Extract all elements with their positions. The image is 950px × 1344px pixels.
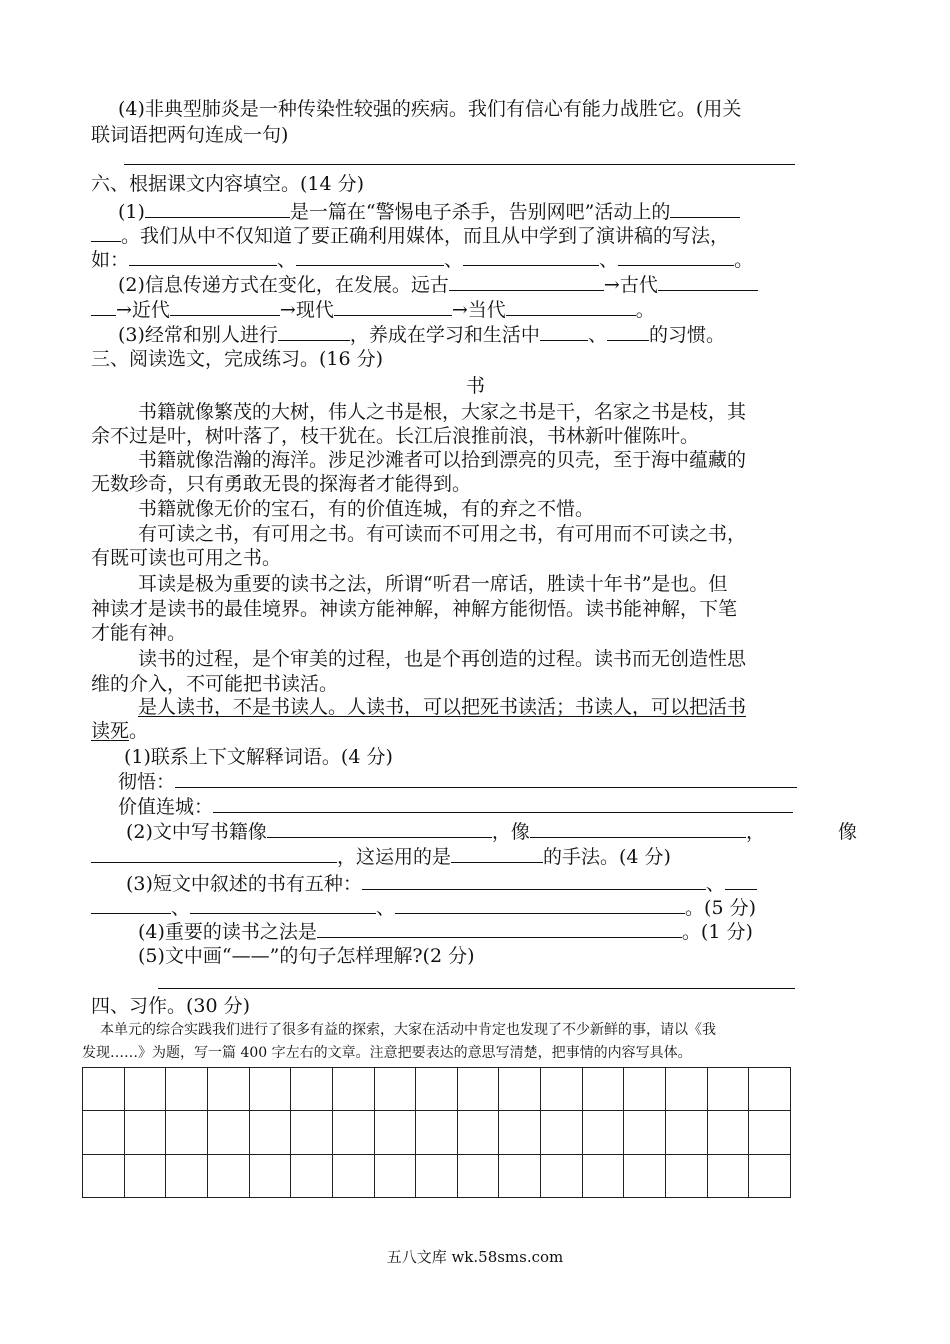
grid-cell[interactable]	[624, 1068, 666, 1111]
passage-p2-line1: 书籍就像浩瀚的海洋。涉足沙滩者可以拾到漂亮的贝壳，至于海中蕴藏的	[138, 449, 747, 471]
reading-q3-line2: 、 、 。(5 分)	[91, 895, 756, 921]
passage-p1-line2: 余不过是叶，树叶落了，枝干犹在。长江后浪推前浪，书林新叶催陈叶。	[91, 425, 700, 447]
grid-cell[interactable]	[375, 1111, 417, 1154]
grid-cell[interactable]	[666, 1068, 708, 1111]
s6-item2-line1: (2)信息传递方式在变化，在发展。远古 →古代	[118, 272, 758, 298]
reading-q3-line1: (3)短文中叙述的书有五种： 、	[126, 871, 757, 897]
reading-q3-blank-3b[interactable]	[91, 895, 171, 914]
grid-cell[interactable]	[666, 1155, 708, 1198]
footer-watermark: 五八文库 wk.58sms.com	[386, 1248, 564, 1266]
reading-q4-blank[interactable]	[317, 919, 682, 938]
q4-line1: (4)非典型肺炎是一种传染性较强的疾病。我们有信心有能力战胜它。(用关	[118, 98, 742, 120]
s6-blank-activity[interactable]	[278, 322, 350, 341]
grid-cell[interactable]	[166, 1068, 208, 1111]
grid-cell[interactable]	[416, 1068, 458, 1111]
grid-cell[interactable]	[541, 1111, 583, 1154]
grid-cell[interactable]	[583, 1155, 625, 1198]
grid-cell[interactable]	[416, 1111, 458, 1154]
passage-p4-line1: 有可读之书，有可用之书。有可读而不可用之书，有可用而不可读之书，	[138, 523, 747, 545]
grid-cell[interactable]	[416, 1155, 458, 1198]
s6-item1-line3: 如： 、 、 、 。	[91, 249, 754, 271]
passage-p5-line2: 神读才是读书的最佳境界。神读方能神解，神解方能彻悟。读书能神解，下笔	[91, 598, 738, 620]
essay-prompt-line2: 发现……》为题，写一篇 400 字左右的文章。注意把要表达的意思写清楚，把事情的内容写具体。	[82, 1045, 692, 1061]
grid-cell[interactable]	[125, 1155, 167, 1198]
passage-p7-underlined-line1: 是人读书，不是书读人。人读书，可以把死书读活；书读人，可以把活书	[138, 696, 747, 718]
s6-blank-method-1[interactable]	[129, 247, 277, 266]
reading-q3-blank-5[interactable]	[395, 895, 685, 914]
grid-cell[interactable]	[499, 1155, 541, 1198]
s6-blank-genre-b[interactable]	[91, 223, 121, 242]
grid-cell[interactable]	[583, 1068, 625, 1111]
section4-heading: 四、习作。(30 分)	[91, 995, 251, 1017]
grid-cell[interactable]	[166, 1111, 208, 1154]
passage-p6-line2: 维的介入，不可能把书读活。	[91, 673, 339, 695]
section3-heading: 三、阅读选文，完成练习。(16 分)	[91, 348, 384, 370]
s6-blank-xiandai[interactable]	[334, 297, 452, 316]
reading-q5-answer-line[interactable]	[158, 988, 795, 989]
reading-q4: (4)重要的读书之法是 。(1 分)	[138, 921, 753, 943]
reading-q1-blank-2[interactable]	[213, 794, 793, 813]
reading-q3-blank-3a[interactable]	[725, 871, 757, 890]
grid-cell[interactable]	[624, 1111, 666, 1154]
reading-q1-blank-1[interactable]	[175, 769, 797, 788]
passage-p7-line2: 读死。	[91, 720, 149, 742]
grid-cell[interactable]	[624, 1155, 666, 1198]
s6-item1-line1: (1) 是一篇在“警惕电子杀手，告别网吧”活动上的	[118, 199, 740, 225]
grid-cell[interactable]	[499, 1068, 541, 1111]
grid-cell[interactable]	[749, 1155, 791, 1198]
grid-cell[interactable]	[250, 1111, 292, 1154]
passage-p2-line2: 无数珍奇，只有勇敢无畏的探海者才能得到。	[91, 473, 472, 495]
s6-item1-line2: 。我们从中不仅知道了要正确利用媒体，而且从中学到了演讲稿的写法，	[91, 223, 729, 249]
grid-cell[interactable]	[208, 1155, 250, 1198]
reading-q2-blank-3[interactable]	[91, 844, 337, 863]
essay-prompt-line1: 本单元的综合实践我们进行了很多有益的探索，大家在活动中肯定也发现了不少新鲜的事，请以《我	[100, 1022, 716, 1038]
passage-title: 书	[466, 375, 486, 397]
grid-cell[interactable]	[749, 1111, 791, 1154]
reading-q1-word1: 彻悟：	[118, 769, 797, 795]
passage-p4-line2: 有既可读也可用之书。	[91, 547, 282, 569]
reading-q1-word2: 价值连城：	[118, 794, 793, 820]
grid-cell[interactable]	[83, 1155, 125, 1198]
grid-cell[interactable]	[458, 1111, 500, 1154]
grid-cell[interactable]	[499, 1111, 541, 1154]
grid-cell[interactable]	[375, 1068, 417, 1111]
grid-cell[interactable]	[666, 1111, 708, 1154]
grid-cell[interactable]	[541, 1068, 583, 1111]
reading-q2-blank-1[interactable]	[267, 819, 492, 838]
s6-blank-genre-a[interactable]	[670, 199, 740, 218]
grid-cell[interactable]	[749, 1068, 791, 1111]
s6-blank-method-4[interactable]	[618, 247, 734, 266]
passage-p1-line1: 书籍就像繁茂的大树，伟人之书是根，大家之书是干，名家之书是枝，其	[138, 401, 747, 423]
s6-blank-habit-2[interactable]	[607, 322, 649, 341]
grid-cell[interactable]	[83, 1111, 125, 1154]
s6-blank-habit-1[interactable]	[540, 322, 588, 341]
grid-cell[interactable]	[250, 1155, 292, 1198]
grid-cell[interactable]	[83, 1068, 125, 1111]
grid-cell[interactable]	[541, 1155, 583, 1198]
reading-q2-xiang: 像	[838, 821, 858, 843]
q4-line2: 联词语把两句连成一句)	[91, 124, 289, 146]
grid-cell[interactable]	[375, 1155, 417, 1198]
grid-cell[interactable]	[125, 1068, 167, 1111]
grid-cell[interactable]	[125, 1111, 167, 1154]
reading-q2-line1: (2)文中写书籍像 ，像 ，	[126, 821, 765, 843]
section6-heading: 六、根据课文内容填空。(14 分)	[91, 173, 365, 195]
s6-blank-title[interactable]	[145, 199, 290, 218]
q4-answer-line[interactable]	[124, 164, 795, 165]
s6-blank-gudai-a[interactable]	[658, 272, 758, 291]
grid-cell[interactable]	[458, 1068, 500, 1111]
grid-cell[interactable]	[291, 1068, 333, 1111]
reading-q2-blank-2[interactable]	[530, 819, 746, 838]
s6-blank-yuangu[interactable]	[449, 272, 604, 291]
passage-p5-line1: 耳读是极为重要的读书之法，所谓“听君一席话，胜读十年书”是也。但	[138, 573, 728, 595]
passage-p3: 书籍就像无价的宝石，有的价值连城，有的弃之不惜。	[138, 498, 595, 520]
reading-q1: (1)联系上下文解释词语。(4 分)	[124, 746, 393, 768]
grid-cell[interactable]	[708, 1155, 750, 1198]
reading-q3-blank-2[interactable]	[524, 871, 706, 890]
reading-q5: (5)文中画“——”的句子怎样理解?(2 分)	[138, 945, 475, 967]
essay-writing-grid[interactable]	[82, 1067, 791, 1198]
grid-cell[interactable]	[208, 1068, 250, 1111]
grid-cell[interactable]	[291, 1111, 333, 1154]
reading-q3-blank-1[interactable]	[362, 871, 524, 890]
passage-p6-line1: 读书的过程，是个审美的过程，也是个再创造的过程。读书而无创造性思	[138, 648, 747, 670]
grid-cell[interactable]	[333, 1155, 375, 1198]
grid-cell[interactable]	[291, 1155, 333, 1198]
grid-cell[interactable]	[458, 1155, 500, 1198]
grid-cell[interactable]	[208, 1111, 250, 1154]
grid-cell[interactable]	[708, 1068, 750, 1111]
grid-cell[interactable]	[166, 1155, 208, 1198]
grid-cell[interactable]	[708, 1111, 750, 1154]
s6-item3: (3)经常和别人进行 ，养成在学习和生活中 、 的习惯。	[118, 324, 725, 346]
grid-cell[interactable]	[333, 1068, 375, 1111]
grid-cell[interactable]	[333, 1111, 375, 1154]
grid-cell[interactable]	[583, 1111, 625, 1154]
s6-blank-dangdai[interactable]	[506, 297, 636, 316]
reading-q3-blank-4[interactable]	[190, 895, 376, 914]
s6-blank-method-2[interactable]	[296, 247, 444, 266]
s6-blank-gudai-b[interactable]	[91, 297, 116, 316]
reading-q2-line2: ，这运用的是 的手法。(4 分)	[91, 844, 671, 870]
grid-cell[interactable]	[250, 1068, 292, 1111]
s6-blank-jindai[interactable]	[170, 297, 280, 316]
reading-q2-blank-4[interactable]	[451, 844, 543, 863]
passage-p7-underlined-line2: 读死	[91, 720, 130, 742]
s6-item2-line2: →近代 →现代 →当代 。	[91, 297, 655, 323]
s6-blank-method-3[interactable]	[463, 247, 599, 266]
passage-p5-line3: 才能有神。	[91, 622, 187, 644]
